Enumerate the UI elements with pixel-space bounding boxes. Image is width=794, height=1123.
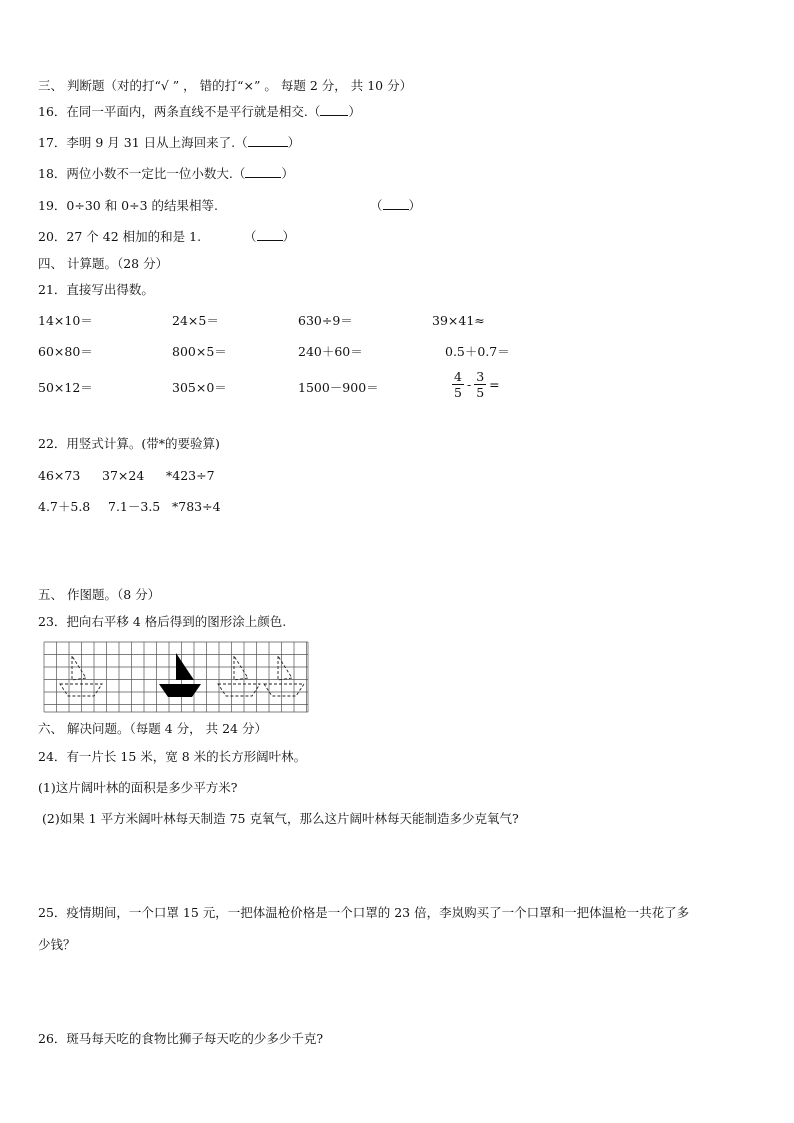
question-17-text: 17．李明 9 月 31 日从上海回来了.: [38, 135, 236, 150]
calc-item: 630÷9＝: [298, 313, 353, 328]
answer-blank-20[interactable]: [257, 229, 283, 241]
question-23: 23．把向右平移 4 格后得到的图形涂上颜色.: [38, 614, 287, 629]
question-18: 18．两位小数不一定比一位小数大.（ ）: [38, 166, 294, 181]
dashed-boat-3[interactable]: [264, 656, 304, 696]
question-19-answer: （ ）: [370, 198, 422, 213]
calc-item: 240＋60＝: [298, 344, 363, 359]
calc-item: 1500－900＝: [298, 380, 379, 395]
question-25-line-2: 少钱？: [38, 937, 76, 952]
calc-item: 0.5＋0.7＝: [445, 344, 510, 359]
question-19: [38, 198, 218, 214]
vertical-calc-item: 7.1－3.5: [108, 499, 161, 514]
dashed-boat-1[interactable]: [60, 656, 102, 696]
question-21-title: 21．直接写出得数。: [38, 282, 154, 297]
question-16-text: 16．在同一平面内，两条直线不是平行就是相交.: [38, 104, 308, 119]
fraction-expression: $\frac{4}{5}$ - $\frac{3}{5}$ =: [454, 369, 500, 400]
calc-item: 50×12＝: [38, 380, 93, 395]
translation-grid[interactable]: [42, 640, 312, 716]
question-24-title: 24．有一片长 15 米，宽 8 米的长方形阔叶林。: [38, 749, 307, 764]
answer-blank-18[interactable]: [245, 166, 281, 178]
question-20-text: 20．27 个 42 相加的和是 1.: [38, 229, 202, 244]
question-17: 17．李明 9 月 31 日从上海回来了.（ ）: [38, 135, 301, 150]
question-24-part-2: (2)如果 1 平方米阔叶林每天制造 75 克氧气，那么这片阔叶林每天能制造多少克氧气?: [42, 811, 519, 826]
calc-item: 60×80＝: [38, 344, 93, 359]
section-3-heading: 三、 判断题（对的打“√ ” ， 错的打“×” 。 每题 2 分， 共 10 分）: [38, 78, 413, 93]
question-18-text: 18．两位小数不一定比一位小数大.: [38, 166, 233, 181]
vertical-calc-item: 46×73: [38, 468, 81, 483]
section-4-heading: 四、 计算题。（28 分）: [38, 256, 169, 271]
section-5-heading: 五、 作图题。（8 分）: [38, 587, 161, 602]
calc-item: 14×10＝: [38, 313, 93, 328]
calc-item: 24×5＝: [172, 313, 219, 328]
question-24-part-1: (1)这片阔叶林的面积是多少平方米?: [38, 780, 238, 795]
calc-item: 39×41≈: [432, 313, 485, 328]
question-20: [38, 229, 201, 245]
question-22-title: 22．用竖式计算。(带*的要验算): [38, 436, 220, 451]
section-6-heading: 六、 解决问题。（每题 4 分， 共 24 分）: [38, 721, 267, 736]
answer-blank-19[interactable]: [383, 198, 409, 210]
question-25-line-1: 25．疫情期间，一个口罩 15 元，一把体温枪价格是一个口罩的 23 倍，李岚购买了一个口罩和一把体温枪一共花了多: [38, 905, 690, 920]
question-20-answer: （ ）: [244, 229, 296, 244]
calc-item: 800×5＝: [172, 344, 227, 359]
question-16: 16．在同一平面内，两条直线不是平行就是相交.（ ）: [38, 104, 361, 119]
original-boat-sail: [176, 653, 194, 680]
vertical-calc-item: *423÷7: [166, 468, 215, 483]
fraction-b: $\frac{3}{5}$: [476, 369, 485, 400]
dashed-boat-2[interactable]: [218, 656, 260, 696]
fraction-a: $\frac{4}{5}$: [454, 369, 462, 400]
vertical-calc-item: 37×24: [102, 468, 145, 483]
answer-blank-17[interactable]: [248, 135, 288, 147]
question-26: 26．斑马每天吃的食物比狮子每天吃的少多少千克?: [38, 1031, 324, 1046]
original-boat-hull: [159, 684, 201, 697]
vertical-calc-item: 4.7＋5.8: [38, 499, 91, 514]
calc-item: 305×0＝: [172, 380, 227, 395]
answer-blank-16[interactable]: [320, 104, 348, 116]
vertical-calc-item: *783÷4: [172, 499, 221, 514]
question-19-text: 19．0÷30 和 0÷3 的结果相等.: [38, 198, 219, 213]
